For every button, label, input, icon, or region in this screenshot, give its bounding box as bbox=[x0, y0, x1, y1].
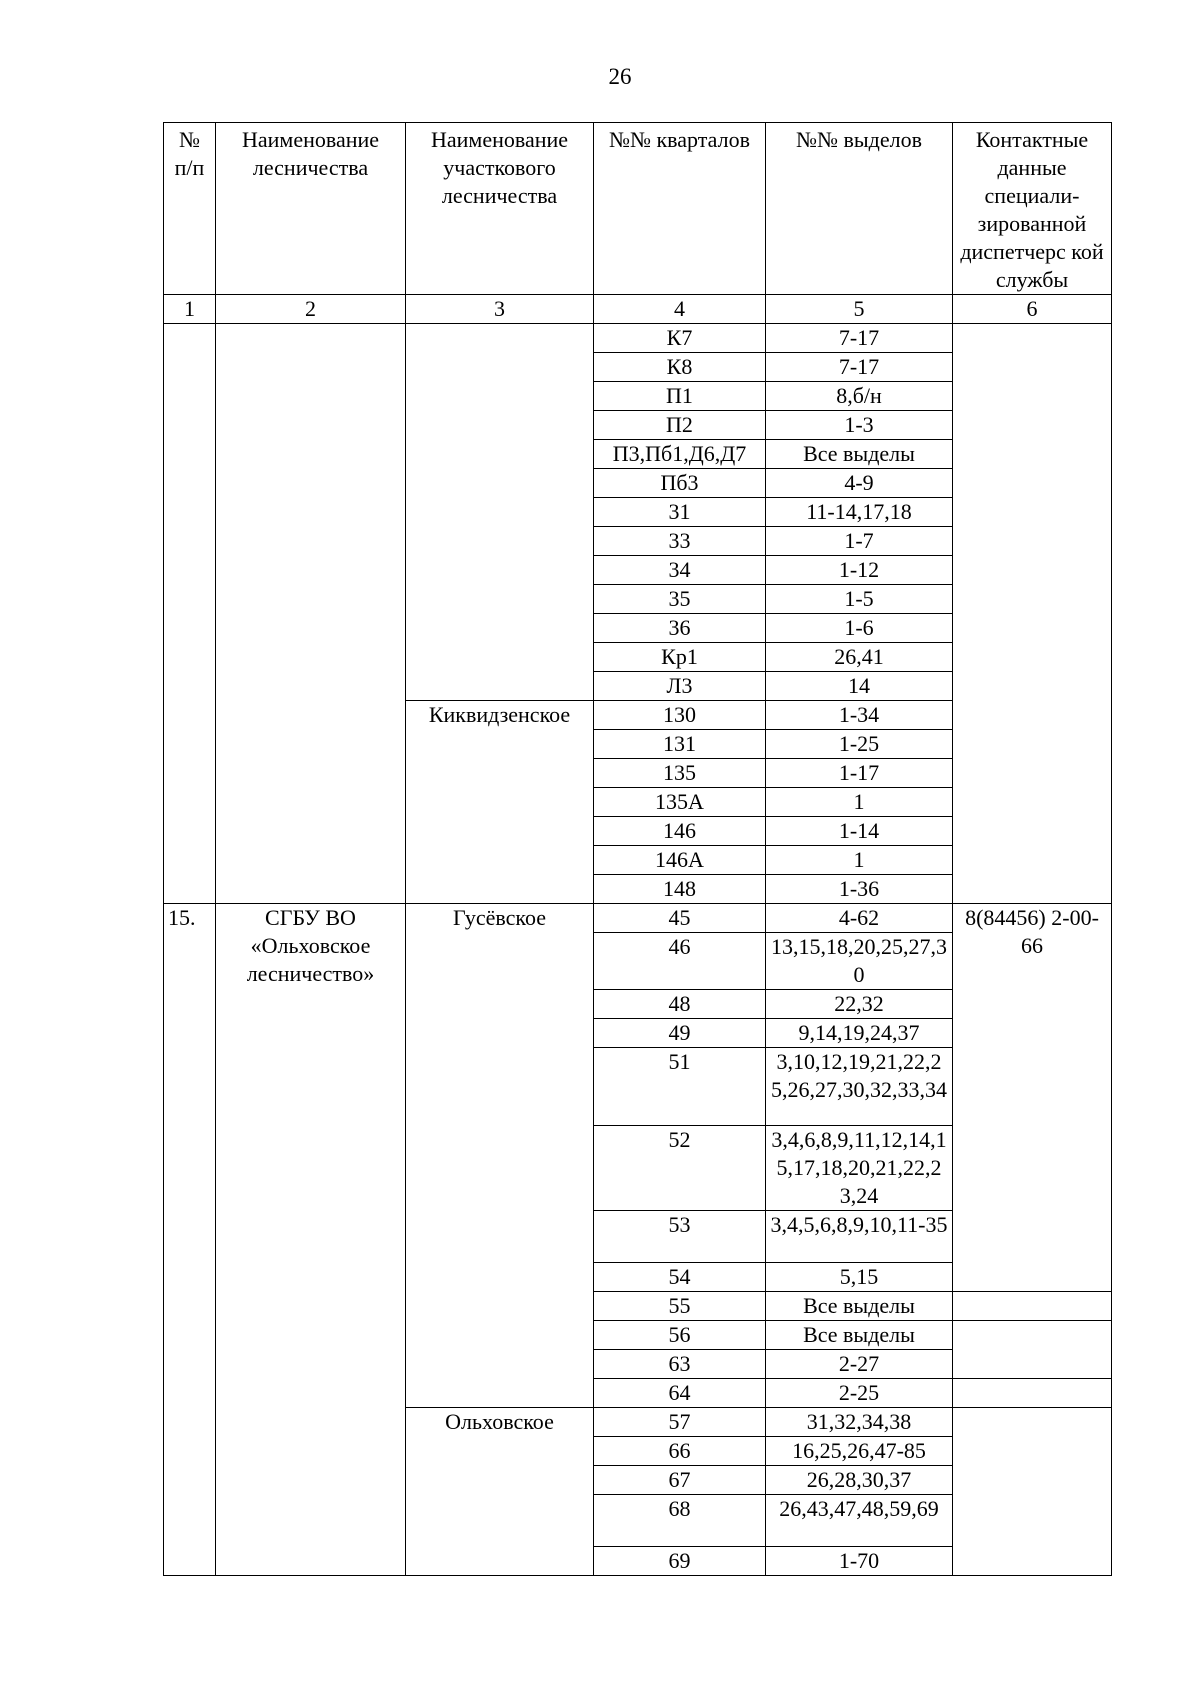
vydel-cell: 7-17 bbox=[766, 353, 953, 382]
contact-cell bbox=[953, 1292, 1112, 1321]
header-cell: Контактные данные специали-зированной диспетчерс кой службы bbox=[953, 123, 1112, 295]
contact-cell bbox=[953, 1321, 1112, 1379]
vydel-cell: 2-25 bbox=[766, 1379, 953, 1408]
kvartal-cell: К8 bbox=[594, 353, 766, 382]
vydel-cell: Все выделы bbox=[766, 440, 953, 469]
header-cell: Наименование участкового лесничества bbox=[406, 123, 594, 295]
kvartal-cell: 52 bbox=[594, 1126, 766, 1211]
uchastok-cell: Ольховское bbox=[406, 1408, 594, 1576]
kvartal-cell: 68 bbox=[594, 1495, 766, 1547]
kvartal-cell: 51 bbox=[594, 1048, 766, 1126]
vydel-cell: 1-14 bbox=[766, 817, 953, 846]
vydel-cell: Все выделы bbox=[766, 1292, 953, 1321]
header-cell: №№ выделов bbox=[766, 123, 953, 295]
kvartal-cell: 69 bbox=[594, 1547, 766, 1576]
column-number: 4 bbox=[594, 295, 766, 324]
column-number: 5 bbox=[766, 295, 953, 324]
kvartal-cell: 135 bbox=[594, 759, 766, 788]
kvartal-cell: 146А bbox=[594, 846, 766, 875]
kvartal-cell: 135А bbox=[594, 788, 766, 817]
contact-cell bbox=[953, 1379, 1112, 1408]
kvartal-cell: Пб3 bbox=[594, 469, 766, 498]
vydel-cell: 3,4,6,8,9,11,12,14,15,17,18,20,21,22,23,24 bbox=[766, 1126, 953, 1211]
kvartal-cell: 54 bbox=[594, 1263, 766, 1292]
contact-cell: 8(84456) 2-00-66 bbox=[953, 904, 1112, 1292]
header-cell: № п/п bbox=[164, 123, 216, 295]
table-body bbox=[164, 324, 1112, 1576]
vydel-cell: 1-12 bbox=[766, 556, 953, 585]
vydel-cell: 26,43,47,48,59,69 bbox=[766, 1495, 953, 1547]
forestry-table bbox=[163, 122, 1112, 1576]
vydel-cell: 16,25,26,47-85 bbox=[766, 1437, 953, 1466]
kvartal-cell: 56 bbox=[594, 1321, 766, 1350]
kvartal-cell: 146 bbox=[594, 817, 766, 846]
vydel-cell: 1-7 bbox=[766, 527, 953, 556]
vydel-cell: 1-70 bbox=[766, 1547, 953, 1576]
kvartal-cell: 64 bbox=[594, 1379, 766, 1408]
kvartal-cell: 66 bbox=[594, 1437, 766, 1466]
column-number: 3 bbox=[406, 295, 594, 324]
kvartal-cell: 148 bbox=[594, 875, 766, 904]
column-number: 1 bbox=[164, 295, 216, 324]
vydel-cell: 7-17 bbox=[766, 324, 953, 353]
uchastok-cell: Гусёвское bbox=[406, 904, 594, 1408]
lesnichestvo-cell bbox=[216, 324, 406, 904]
vydel-cell: 1-25 bbox=[766, 730, 953, 759]
kvartal-cell: 35 bbox=[594, 585, 766, 614]
kvartal-cell: 31 bbox=[594, 498, 766, 527]
column-number-row bbox=[164, 295, 1112, 324]
kvartal-cell: 131 bbox=[594, 730, 766, 759]
column-number: 6 bbox=[953, 295, 1112, 324]
num-cell: 15. bbox=[164, 904, 216, 1576]
kvartal-cell: 130 bbox=[594, 701, 766, 730]
lesnichestvo-cell: СГБУ ВО «Ольховское лесничество» bbox=[216, 904, 406, 1576]
kvartal-cell: 67 bbox=[594, 1466, 766, 1495]
vydel-cell: 1-5 bbox=[766, 585, 953, 614]
vydel-cell: 14 bbox=[766, 672, 953, 701]
contact-cell bbox=[953, 1408, 1112, 1576]
header-cell: Наименование лесничества bbox=[216, 123, 406, 295]
kvartal-cell: П2 bbox=[594, 411, 766, 440]
vydel-cell: 1-36 bbox=[766, 875, 953, 904]
table-row bbox=[164, 904, 1112, 933]
kvartal-cell: 45 bbox=[594, 904, 766, 933]
kvartal-cell: 46 bbox=[594, 933, 766, 990]
vydel-cell: 22,32 bbox=[766, 990, 953, 1019]
kvartal-cell: К7 bbox=[594, 324, 766, 353]
kvartal-cell: Л3 bbox=[594, 672, 766, 701]
column-number: 2 bbox=[216, 295, 406, 324]
vydel-cell: 1 bbox=[766, 846, 953, 875]
uchastok-cell bbox=[406, 324, 594, 701]
page-number: 26 bbox=[608, 64, 632, 89]
vydel-cell: 4-62 bbox=[766, 904, 953, 933]
kvartal-cell: 57 bbox=[594, 1408, 766, 1437]
vydel-cell: 3,10,12,19,21,22,25,26,27,30,32,33,34 bbox=[766, 1048, 953, 1126]
kvartal-cell: 48 bbox=[594, 990, 766, 1019]
num-cell bbox=[164, 324, 216, 904]
kvartal-cell: 55 bbox=[594, 1292, 766, 1321]
kvartal-cell: 36 bbox=[594, 614, 766, 643]
vydel-cell: 26,41 bbox=[766, 643, 953, 672]
kvartal-cell: П3,Пб1,Д6,Д7 bbox=[594, 440, 766, 469]
vydel-cell: 1 bbox=[766, 788, 953, 817]
vydel-cell: 8,б/н bbox=[766, 382, 953, 411]
vydel-cell: 1-3 bbox=[766, 411, 953, 440]
kvartal-cell: 49 bbox=[594, 1019, 766, 1048]
kvartal-cell: 33 bbox=[594, 527, 766, 556]
kvartal-cell: П1 bbox=[594, 382, 766, 411]
vydel-cell: 1-6 bbox=[766, 614, 953, 643]
contact-cell bbox=[953, 324, 1112, 904]
vydel-cell: 5,15 bbox=[766, 1263, 953, 1292]
vydel-cell: 13,15,18,20,25,27,30 bbox=[766, 933, 953, 990]
vydel-cell: 3,4,5,6,8,9,10,11-35 bbox=[766, 1211, 953, 1263]
vydel-cell: 9,14,19,24,37 bbox=[766, 1019, 953, 1048]
kvartal-cell: 34 bbox=[594, 556, 766, 585]
header-cell: №№ кварталов bbox=[594, 123, 766, 295]
vydel-cell: 31,32,34,38 bbox=[766, 1408, 953, 1437]
vydel-cell: 1-34 bbox=[766, 701, 953, 730]
vydel-cell: 26,28,30,37 bbox=[766, 1466, 953, 1495]
vydel-cell: 1-17 bbox=[766, 759, 953, 788]
table-row bbox=[164, 324, 1112, 353]
kvartal-cell: 53 bbox=[594, 1211, 766, 1263]
header-row bbox=[164, 123, 1112, 295]
vydel-cell: 11-14,17,18 bbox=[766, 498, 953, 527]
vydel-cell: Все выделы bbox=[766, 1321, 953, 1350]
vydel-cell: 4-9 bbox=[766, 469, 953, 498]
kvartal-cell: 63 bbox=[594, 1350, 766, 1379]
vydel-cell: 2-27 bbox=[766, 1350, 953, 1379]
kvartal-cell: Кр1 bbox=[594, 643, 766, 672]
uchastok-cell: Киквидзенское bbox=[406, 701, 594, 904]
